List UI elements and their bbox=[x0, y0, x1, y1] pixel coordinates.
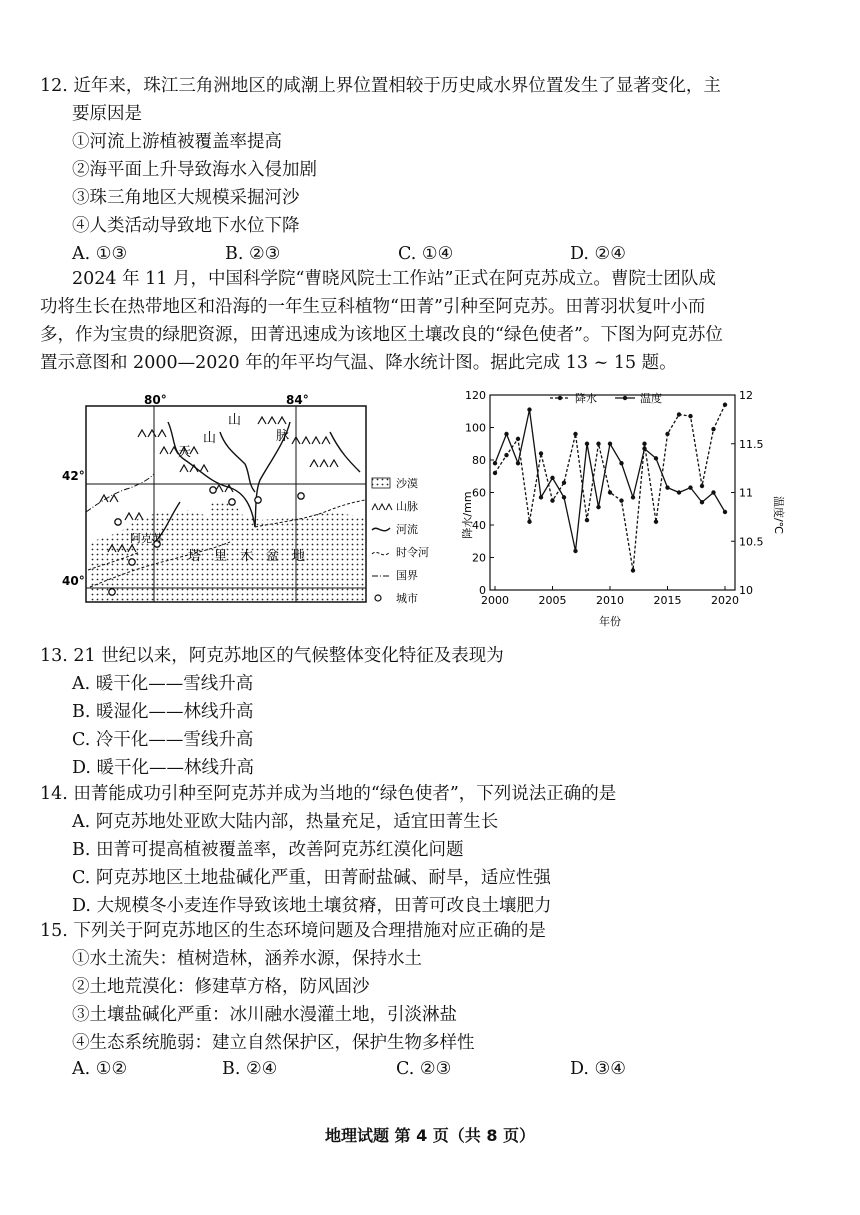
q12-item-2: ②海平面上升导致海水入侵加剧 bbox=[72, 160, 317, 180]
x-axis-label: 年份 bbox=[599, 615, 621, 628]
temp-point-2005 bbox=[550, 476, 554, 480]
y-axis-label: 降水/mm bbox=[461, 491, 474, 539]
q12-option-c: C. ①④ bbox=[398, 244, 454, 264]
city-label-aksu: 阿克苏 bbox=[130, 532, 163, 545]
q15-item-3: ③土壤盐碱化严重：冰川融水漫灌土地，引淡淋盐 bbox=[72, 1005, 457, 1025]
temp-point-2019 bbox=[711, 490, 715, 494]
temp-point-2007 bbox=[573, 549, 577, 553]
series-line-temp bbox=[495, 410, 725, 551]
q12-item-3: ③珠三角地区大规模采掘河沙 bbox=[72, 188, 300, 208]
q15-item-2: ②土地荒漠化：修建草方格，防风固沙 bbox=[72, 977, 370, 997]
precip-point-2010 bbox=[608, 490, 612, 494]
q14-option-a: A. 阿克苏地处亚欧大陆内部，热量充足，适宜田菁生长 bbox=[72, 812, 499, 832]
temp-point-2016 bbox=[677, 490, 681, 494]
legend-precip-label: 降水 bbox=[575, 392, 597, 405]
temp-point-2014 bbox=[654, 456, 658, 460]
temp-point-2004 bbox=[539, 495, 543, 499]
legend-city-label: 城市 bbox=[396, 592, 418, 605]
q12-option-a: A. ①③ bbox=[72, 244, 128, 264]
q13-option-c: C. 冷干化——雪线升高 bbox=[72, 730, 254, 750]
precip-point-2002 bbox=[516, 437, 520, 441]
lon-label-80: 80° bbox=[144, 393, 167, 407]
y2-tick-label-1: 10.5 bbox=[739, 535, 764, 549]
y2-tick-label-2: 11 bbox=[739, 486, 753, 500]
q14-option-c: C. 阿克苏地区土地盐碱化严重，田菁耐盐碱、耐旱，适应性强 bbox=[72, 868, 551, 888]
q13-stem: 13. 21 世纪以来，阿克苏地区的气候整体变化特征及表现为 bbox=[40, 646, 504, 666]
q15-option-a: A. ①② bbox=[72, 1059, 128, 1079]
q12-item-4: ④人类活动导致地下水位下降 bbox=[72, 216, 300, 236]
q14-stem: 14. 田菁能成功引种至阿克苏并成为当地的“绿色使者”，下列说法正确的是 bbox=[40, 784, 617, 804]
y-tick-label-4: 80 bbox=[472, 454, 486, 467]
precip-point-2012 bbox=[631, 568, 635, 572]
temp-point-2015 bbox=[665, 485, 669, 489]
temp-point-2010 bbox=[608, 442, 612, 446]
temp-point-2018 bbox=[700, 500, 704, 504]
y-tick-label-1: 20 bbox=[472, 551, 486, 565]
q14-option-b: B. 田菁可提高植被覆盖率，改善阿克苏红漠化问题 bbox=[72, 840, 464, 860]
q15-item-4: ④生态系统脆弱：建立自然保护区，保护生物多样性 bbox=[72, 1033, 475, 1053]
precip-point-2013 bbox=[642, 442, 646, 446]
page-footer: 地理试题 第 4 页（共 8 页） bbox=[324, 1126, 536, 1145]
y-tick-label-3: 60 bbox=[472, 486, 486, 500]
precip-point-2017 bbox=[688, 414, 692, 418]
legend-mountain-label: 山脉 bbox=[396, 500, 418, 513]
precip-point-2001 bbox=[504, 453, 508, 457]
precip-point-2000 bbox=[493, 471, 497, 475]
legend-river-swatch bbox=[372, 528, 390, 531]
precip-point-2014 bbox=[654, 520, 658, 524]
precip-point-2007 bbox=[573, 432, 577, 436]
q15-option-c: C. ②③ bbox=[396, 1059, 452, 1079]
mountain-label-shan2: 山 bbox=[228, 413, 242, 428]
legend-seasonal-river-label: 时令河 bbox=[396, 546, 429, 559]
q12-option-b: B. ②③ bbox=[225, 244, 281, 264]
temp-point-2000 bbox=[493, 461, 497, 465]
precip-point-2011 bbox=[619, 498, 623, 502]
legend-desert-swatch bbox=[372, 478, 390, 488]
q12-stem-line1: 12. 近年来，珠江三角洲地区的咸潮上界位置相较于历史咸水界位置发生了显著变化，主 bbox=[40, 76, 721, 96]
temp-point-2009 bbox=[596, 505, 600, 509]
q15-item-1: ①水土流失：植树造林，涵养水源，保持水土 bbox=[72, 949, 422, 969]
legend-temp-marker bbox=[623, 396, 627, 400]
q15-option-b: B. ②④ bbox=[222, 1059, 278, 1079]
passage-line-2: 功将生长在热带地区和沿海的一年生豆科植物“田菁”引种至阿克苏。田菁羽状复叶小而 bbox=[40, 297, 706, 317]
q13-option-a: A. 暖干化——雪线升高 bbox=[72, 674, 254, 694]
precip-point-2009 bbox=[596, 442, 600, 446]
y-tick-label-2: 40 bbox=[472, 519, 486, 532]
x-tick-label-3: 2015 bbox=[653, 594, 682, 607]
y-tick-label-6: 120 bbox=[465, 389, 486, 402]
mountain-label-shan1: 山 bbox=[203, 431, 217, 446]
lon-label-84: 84° bbox=[286, 393, 309, 407]
x-tick-label-0: 2000 bbox=[481, 594, 509, 607]
temp-point-2011 bbox=[619, 461, 623, 465]
q13-option-b: B. 暖湿化——林线升高 bbox=[72, 702, 254, 722]
y2-tick-label-4: 12 bbox=[739, 389, 753, 402]
precip-point-2006 bbox=[562, 481, 566, 485]
y-tick-label-5: 100 bbox=[465, 421, 486, 435]
x-tick-label-1: 2005 bbox=[538, 594, 567, 607]
map-legend bbox=[372, 476, 429, 605]
legend-desert-label: 沙漠 bbox=[396, 477, 418, 490]
chart-legend bbox=[550, 391, 662, 405]
legend-precip-marker bbox=[558, 396, 562, 400]
q13-option-d: D. 暖干化——林线升高 bbox=[72, 758, 255, 778]
temp-point-2008 bbox=[585, 442, 589, 446]
lat-label-40: 40° bbox=[62, 574, 85, 588]
passage-line-1: 2024 年 11 月，中国科学院“曹晓风院士工作站”正式在阿克苏成立。曹院士团队成 bbox=[72, 269, 716, 289]
temp-point-2001 bbox=[504, 432, 508, 436]
precip-point-2019 bbox=[711, 427, 715, 431]
precip-point-2003 bbox=[527, 520, 531, 524]
legend-city-swatch bbox=[375, 595, 381, 601]
precip-point-2015 bbox=[665, 432, 669, 436]
temp-point-2012 bbox=[631, 495, 635, 499]
mountain-label-tian: 天 bbox=[178, 445, 192, 460]
precip-point-2020 bbox=[723, 403, 727, 407]
aksu-location-map bbox=[60, 392, 455, 617]
x-tick-label-2: 2010 bbox=[596, 594, 624, 607]
climate-chart bbox=[455, 385, 790, 630]
q14-option-d: D. 大规模冬小麦连作导致该地土壤贫瘠，田菁可改良土壤肥力 bbox=[72, 896, 552, 916]
mountain-label-mai: 脉 bbox=[276, 429, 290, 444]
q15-option-d: D. ③④ bbox=[570, 1059, 626, 1079]
passage-line-3: 多，作为宝贵的绿肥资源，田菁迅速成为该地区土壤改良的“绿色使者”。下图为阿克苏位 bbox=[40, 325, 723, 345]
precip-point-2008 bbox=[585, 518, 589, 522]
y2-tick-label-3: 11.5 bbox=[739, 437, 764, 451]
legend-seasonal-river-swatch bbox=[372, 552, 390, 555]
y-tick-label-0: 0 bbox=[479, 584, 486, 597]
q12-item-1: ①河流上游植被覆盖率提高 bbox=[72, 132, 282, 152]
q15-stem: 15. 下列关于阿克苏地区的生态环境问题及合理措施对应正确的是 bbox=[40, 921, 546, 941]
temp-point-2013 bbox=[642, 446, 646, 450]
q12-stem-line2: 要原因是 bbox=[72, 104, 142, 124]
y2-axis-label: 温度/℃ bbox=[772, 495, 785, 535]
precip-point-2016 bbox=[677, 412, 681, 416]
precip-point-2005 bbox=[550, 498, 554, 502]
temp-point-2002 bbox=[516, 461, 520, 465]
legend-temp-label: 温度 bbox=[640, 392, 662, 405]
legend-border-label: 国界 bbox=[396, 569, 418, 582]
temp-point-2003 bbox=[527, 407, 531, 411]
lat-label-42: 42° bbox=[62, 469, 85, 483]
legend-mountain-swatch bbox=[372, 504, 392, 510]
precip-point-2004 bbox=[539, 451, 543, 455]
basin-label: 塔 里 木 盆 地 bbox=[188, 549, 306, 564]
legend-river-label: 河流 bbox=[396, 523, 418, 536]
x-tick-label-4: 2020 bbox=[711, 594, 739, 607]
temp-point-2020 bbox=[723, 510, 727, 514]
precip-point-2018 bbox=[700, 484, 704, 488]
passage-line-4: 置示意图和 2000—2020 年的年平均气温、降水统计图。据此完成 13 ~ 15 题。 bbox=[40, 353, 677, 373]
temp-point-2006 bbox=[562, 495, 566, 499]
y2-tick-label-0: 10 bbox=[739, 584, 753, 597]
temp-point-2017 bbox=[688, 485, 692, 489]
q12-option-d: D. ②④ bbox=[570, 244, 626, 264]
